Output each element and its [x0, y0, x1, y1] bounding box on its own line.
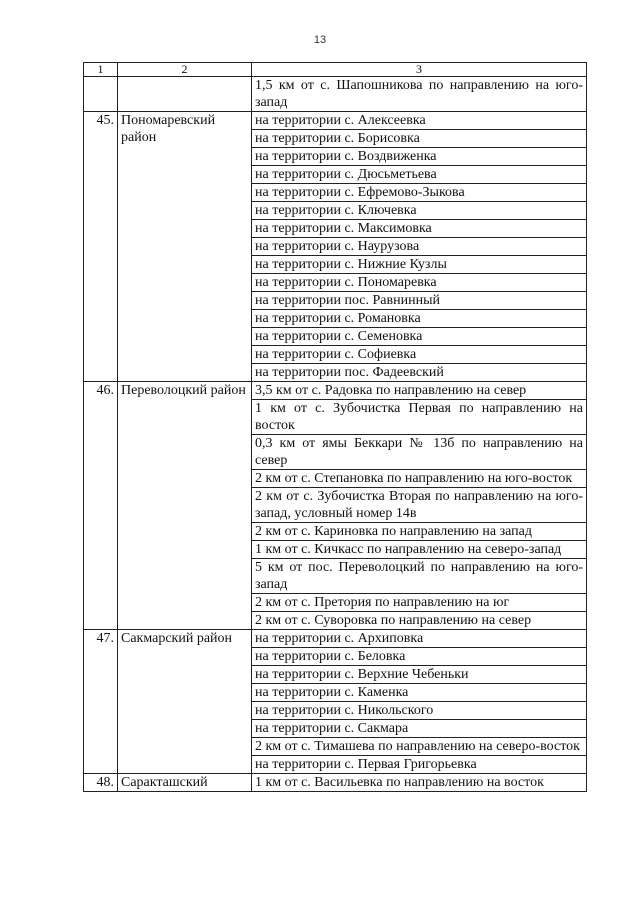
- location-cell: на территории с. Первая Григорьевка: [252, 756, 587, 774]
- location-cell: на территории с. Сакмара: [252, 720, 587, 738]
- row-number: 47.: [84, 630, 118, 774]
- location-cell: на территории с. Наурузова: [252, 238, 587, 256]
- location-cell: на территории с. Ефремово-Зыкова: [252, 184, 587, 202]
- burial-sites-table: [83, 62, 587, 792]
- location-cell: на территории с. Максимовка: [252, 220, 587, 238]
- row-number: 48.: [84, 774, 118, 792]
- carry-over-row: [84, 77, 587, 112]
- location-cell: на территории с. Беловка: [252, 648, 587, 666]
- location-cell: на территории с. Верхние Чебеньки: [252, 666, 587, 684]
- location-cell: 3,5 км от с. Радовка по направлению на север: [252, 382, 587, 400]
- location-cell: на территории пос. Равнинный: [252, 292, 587, 310]
- location-cell: на территории пос. Фадеевский: [252, 364, 587, 382]
- location-cell: 1 км от с. Кичкасс по направлению на северо-запад: [252, 541, 587, 559]
- district-name: Пономаревский район: [118, 112, 252, 382]
- location-cell: на территории с. Семеновка: [252, 328, 587, 346]
- page-number: 13: [313, 34, 327, 46]
- table-row: [84, 382, 587, 400]
- district-name: Переволоцкий район: [118, 382, 252, 630]
- location-cell: 2 км от с. Суворовка по направлению на север: [252, 612, 587, 630]
- location-cell: 2 км от с. Кариновка по направлению на запад: [252, 523, 587, 541]
- location-cell: 2 км от с. Степановка по направлению на юго-восток: [252, 470, 587, 488]
- location-cell: 1 км от с. Зубочистка Первая по направлению на восток: [252, 400, 587, 435]
- table-row: [84, 774, 587, 792]
- district-cell: [118, 77, 252, 112]
- location-cell: 5 км от пос. Переволоцкий по направлению на юго-запад: [252, 559, 587, 594]
- row-number: 45.: [84, 112, 118, 382]
- location-cell: на территории с. Борисовка: [252, 130, 587, 148]
- column-header-district: 2: [118, 63, 252, 77]
- district-name: Саракташский: [118, 774, 252, 792]
- number-cell: [84, 77, 118, 112]
- location-cell: на территории с. Никольского: [252, 702, 587, 720]
- location-cell: на территории с. Романовка: [252, 310, 587, 328]
- location-cell: 2 км от с. Зубочистка Вторая по направлению на юго-запад, условный номер 14в: [252, 488, 587, 523]
- district-name: Сакмарский район: [118, 630, 252, 774]
- location-cell: 1 км от с. Васильевка по направлению на восток: [252, 774, 587, 792]
- row-number: 46.: [84, 382, 118, 630]
- location-cell: на территории с. Нижние Кузлы: [252, 256, 587, 274]
- location-cell: на территории с. Ключевка: [252, 202, 587, 220]
- location-cell: на территории с. Софиевка: [252, 346, 587, 364]
- column-header-row: [84, 63, 587, 77]
- location-cell: 2 км от с. Претория по направлению на юг: [252, 594, 587, 612]
- table-row: [84, 630, 587, 648]
- location-cell: на территории с. Дюсьметьева: [252, 166, 587, 184]
- column-header-location: 3: [252, 63, 587, 77]
- table-row: [84, 112, 587, 130]
- location-cell: на территории с. Пономаревка: [252, 274, 587, 292]
- location-cell: на территории с. Воздвиженка: [252, 148, 587, 166]
- location-cell: 2 км от с. Тимашева по направлению на северо-восток: [252, 738, 587, 756]
- location-cell: 0,3 км от ямы Беккари № 13б по направлению на север: [252, 435, 587, 470]
- location-cell: на территории с. Каменка: [252, 684, 587, 702]
- location-cell: на территории с. Алексеевка: [252, 112, 587, 130]
- column-header-number: 1: [84, 63, 118, 77]
- location-cell: на территории с. Архиповка: [252, 630, 587, 648]
- location-cell: 1,5 км от с. Шапошникова по направлению на юго-запад: [252, 77, 587, 112]
